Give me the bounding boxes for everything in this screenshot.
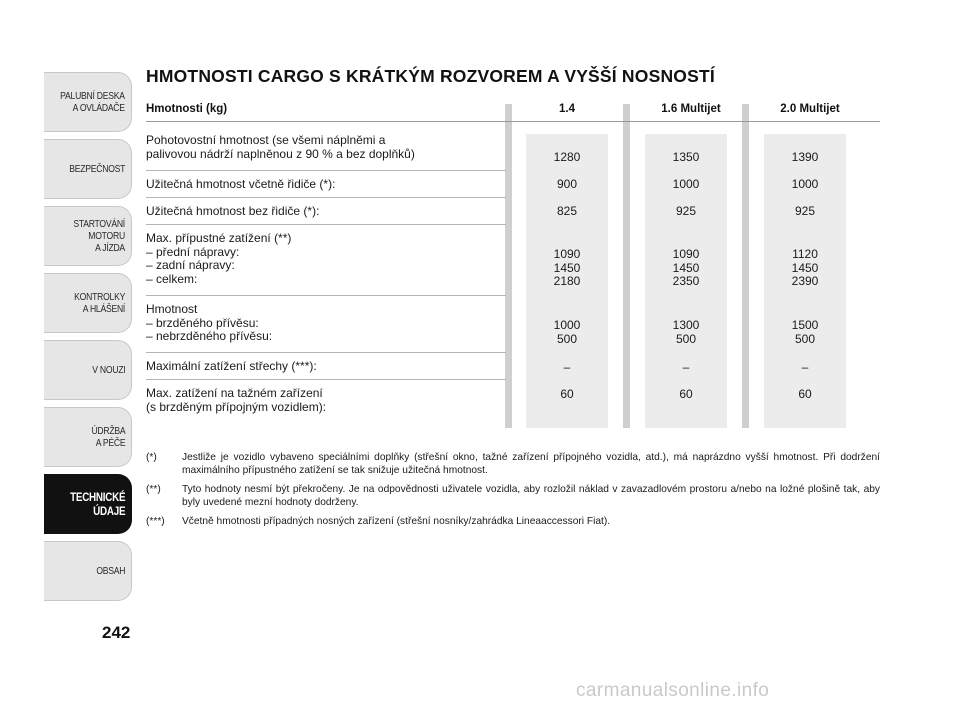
row-label-hmotnost-privesu: Hmotnost – brzděného přívěsu: – nebrzděného přívěsu: [146, 302, 273, 343]
watermark: carmanualsonline.info [576, 680, 770, 701]
footnote-mark: (**) [146, 484, 161, 495]
tab-label: BEZPEČNOST [69, 163, 125, 175]
chapter-sidebar [44, 72, 132, 608]
tab-bezpecnost[interactable] [44, 139, 132, 199]
tab-label: V NOUZI [91, 364, 125, 376]
column-header-1-6-multijet: 1.6 Multijet [661, 103, 721, 115]
row-label-uzitecna-bez-ridice: Užitečná hmotnost bez řidiče (*): [146, 204, 320, 218]
tab-udrzba[interactable] [44, 407, 132, 467]
table-cell: 1090 1450 2350 [672, 247, 700, 288]
tab-label: OBSAH [96, 565, 125, 577]
table-cell: 825 [556, 204, 578, 218]
column-divider [623, 104, 630, 428]
table-cell: 60 [560, 387, 574, 401]
tab-startovani[interactable] [44, 206, 132, 266]
footnote [146, 452, 880, 477]
row-divider [146, 352, 506, 353]
table-cell: 1280 [553, 150, 581, 164]
tab-palubni-deska[interactable] [44, 72, 132, 132]
row-divider [146, 224, 506, 225]
tab-technicke-udaje[interactable] [44, 474, 132, 534]
table-cell: 1000 [791, 177, 819, 191]
table-cell: 900 [556, 177, 578, 191]
table-cell: 1000 500 [553, 318, 581, 346]
column-header-2-0-multijet: 2.0 Multijet [780, 103, 840, 115]
tab-obsah[interactable] [44, 541, 132, 601]
footnote-mark: (*) [146, 452, 157, 463]
page-title: HMOTNOSTI CARGO S KRÁTKÝM ROZVOREM A VYŠŠÍ NOSNOSTÍ [146, 66, 715, 86]
table-cell: 1500 500 [791, 318, 819, 346]
footnote-mark: (***) [146, 516, 165, 527]
row-label-tazne-zarizeni: Max. zatížení na tažném zařízení (s brzděným přípojným vozidlem): [146, 386, 327, 414]
row-label-zatizeni-strechy: Maximální zatížení střechy (***): [146, 359, 317, 373]
table-cell: 925 [794, 204, 816, 218]
column-header-1-4: 1.4 [559, 103, 575, 115]
table-header-label: Hmotnosti (kg) [146, 103, 228, 115]
row-label-max-zatizeni: Max. přípustné zatížení (**) – přední nápravy: – zadní nápravy: – celkem: [146, 231, 292, 286]
footnote-text: Jestliže je vozidlo vybaveno speciálními doplňky (střešní okno, tažné zařízení přípojného vozidla, atd.), má naprázdno vyšší hmotnost. Při dodržení maximálního přípustného zatížení se tak snižuje užitečná hmotnost. [182, 452, 880, 476]
column-divider [742, 104, 749, 428]
table-cell: 60 [679, 387, 693, 401]
footnote-text: Tyto hodnoty nesmí být překročeny. Je na odpovědnosti uživatele vozidla, aby rozložil náklad v zavazadlovém prostoru a/nebo na ložné plošině tak, aby byly uvedené mezní hodnoty dodrženy. [182, 484, 880, 508]
tab-label: PALUBNÍ DESKA A OVLÁDAČE [60, 90, 125, 114]
footnote-text: Včetně hmotnosti případných nosných zařízení (střešní nosníky/zahrádka Lineaaccessori Fiat). [182, 516, 611, 527]
row-label-pohotovostni: Pohotovostní hmotnost (se všemi náplněmi a palivovou nádrží naplněnou z 90 % a bez doplňků) [146, 133, 415, 161]
table-cell: 925 [675, 204, 697, 218]
footnote [146, 516, 880, 529]
row-label-uzitecna-s-ridicem: Užitečná hmotnost včetně řidiče (*): [146, 177, 336, 191]
row-divider [146, 197, 506, 198]
row-divider [146, 295, 506, 296]
table-cell: – [801, 360, 809, 374]
table-cell: 1390 [791, 150, 819, 164]
table-cell: 1350 [672, 150, 700, 164]
tab-label: ÚDRŽBA A PÉČE [91, 425, 125, 449]
table-cell: 1120 1450 2390 [791, 247, 819, 288]
row-divider [146, 379, 506, 380]
header-rule [146, 121, 880, 122]
tab-label: TECHNICKÉ ÚDAJE [69, 490, 125, 518]
table-cell: 60 [798, 387, 812, 401]
page-number: 242 [102, 623, 131, 642]
table-cell: – [563, 360, 571, 374]
row-divider [146, 170, 506, 171]
tab-label: KONTROLKY A HLÁŠENÍ [74, 291, 125, 315]
table-cell: 1300 500 [672, 318, 700, 346]
footnote [146, 484, 880, 509]
table-cell: – [682, 360, 690, 374]
tab-kontrolky[interactable] [44, 273, 132, 333]
table-cell: 1090 1450 2180 [553, 247, 581, 288]
table-cell: 1000 [672, 177, 700, 191]
column-divider [505, 104, 512, 428]
tab-label: STARTOVÁNÍ MOTORU A JÍZDA [73, 218, 125, 254]
tab-v-nouzi[interactable] [44, 340, 132, 400]
